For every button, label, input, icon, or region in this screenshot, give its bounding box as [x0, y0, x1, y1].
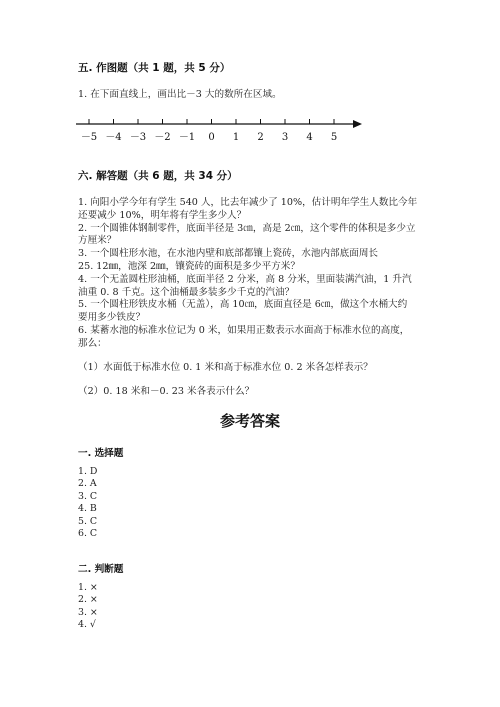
- section6-heading: 六. 解答题（共 6 题，共 34 分）: [78, 170, 238, 182]
- section6-question-line: 6. 某蓄水池的标准水位记为 0 米，如果用正数表示水面高于标准水位的高度，: [78, 325, 410, 336]
- number-line-tick-label: －2: [154, 132, 171, 143]
- section6-question-line: 5. 一个圆柱形铁皮水桶（无盖），高 10㎝，底面直径是 6㎝，做这个水桶大约: [78, 299, 408, 311]
- number-line-tick-label: 0: [208, 132, 215, 143]
- section6-question-line: 要用多少铁皮？: [78, 312, 146, 324]
- number-line-tick-label: －3: [129, 132, 147, 143]
- section6-question-line: 还要减少 10%，明年将有学生多少人？: [78, 209, 247, 221]
- answers-title: 参考答案: [219, 412, 280, 430]
- judge-answer-item: 4. √: [78, 619, 96, 631]
- judge-answer-item: 3. ×: [78, 606, 98, 618]
- number-line-tick-label: 5: [330, 132, 338, 143]
- choice-answer-item: 4. B: [78, 503, 97, 515]
- choice-answer-list: [78, 466, 97, 540]
- section6-question-line: 3. 一个圆柱形水池，在水池内壁和底部都镶上瓷砖，水池内部底面周长: [78, 248, 379, 260]
- section6-subquestion-2: （2）0. 18 米和－0. 23 米各表示什么？: [78, 386, 255, 397]
- judge-answer-item: 1. ×: [78, 582, 98, 593]
- section6-question-line: 油重 0. 8 千克。这个油桶最多装多少千克的汽油？: [78, 286, 295, 298]
- choice-answer-item: 2. A: [78, 478, 97, 490]
- number-line-tick-label: 1: [232, 132, 240, 143]
- section5-heading: 五. 作图题（共 1 题，共 5 分）: [78, 62, 231, 74]
- number-line-tick-label: 2: [257, 132, 264, 143]
- section6-subquestion-1: （1）水面低于标准水位 0. 1 米和高于标准水位 0. 2 米各怎样表示？: [78, 362, 373, 373]
- choice-answer-item: 5. C: [78, 515, 98, 527]
- section6-question-line: 方厘米？: [78, 235, 117, 247]
- number-line-arrow: [353, 120, 362, 128]
- number-line-tick-label: 3: [281, 132, 289, 143]
- number-line-tick-label: 4: [306, 132, 313, 143]
- number-line-tick-label: －5: [80, 132, 98, 143]
- number-line-tick-label: －1: [178, 132, 196, 143]
- choice-answer-item: 1. D: [78, 466, 98, 477]
- choice-heading: 一. 选择题: [78, 448, 124, 459]
- judge-answer-item: 2. ×: [78, 594, 98, 606]
- judge-answer-list: [78, 582, 98, 632]
- section6-question-line: 那么：: [78, 337, 107, 349]
- section5-question-1: 1. 在下面直线上，画出比－3 大的数所在区域。: [78, 89, 282, 100]
- choice-answer-item: 3. C: [78, 490, 98, 502]
- section6-question-line: 4. 一个无盖圆柱形油桶，底面半径 2 分米，高 8 分米，里面装满汽油，1 升汽: [78, 273, 412, 285]
- judge-heading: 二. 判断题: [78, 564, 124, 575]
- number-line-tick-label: －4: [105, 132, 122, 143]
- choice-answer-item: 6. C: [78, 528, 98, 540]
- section6-question-line: 1. 向阳小学今年有学生 540 人，比去年减少了 10%，估计明年学生人数比今年: [78, 197, 418, 208]
- section6-question-line: 2. 一个圆锥体钢制零件，底面半径是 3㎝，高是 2㎝，这个零件的体积是多少立: [78, 222, 416, 234]
- number-line: [0, 116, 500, 156]
- section6-question-line: 25. 12㎜，池深 2㎜，镶瓷砖的面积是多少平方米？: [78, 261, 300, 272]
